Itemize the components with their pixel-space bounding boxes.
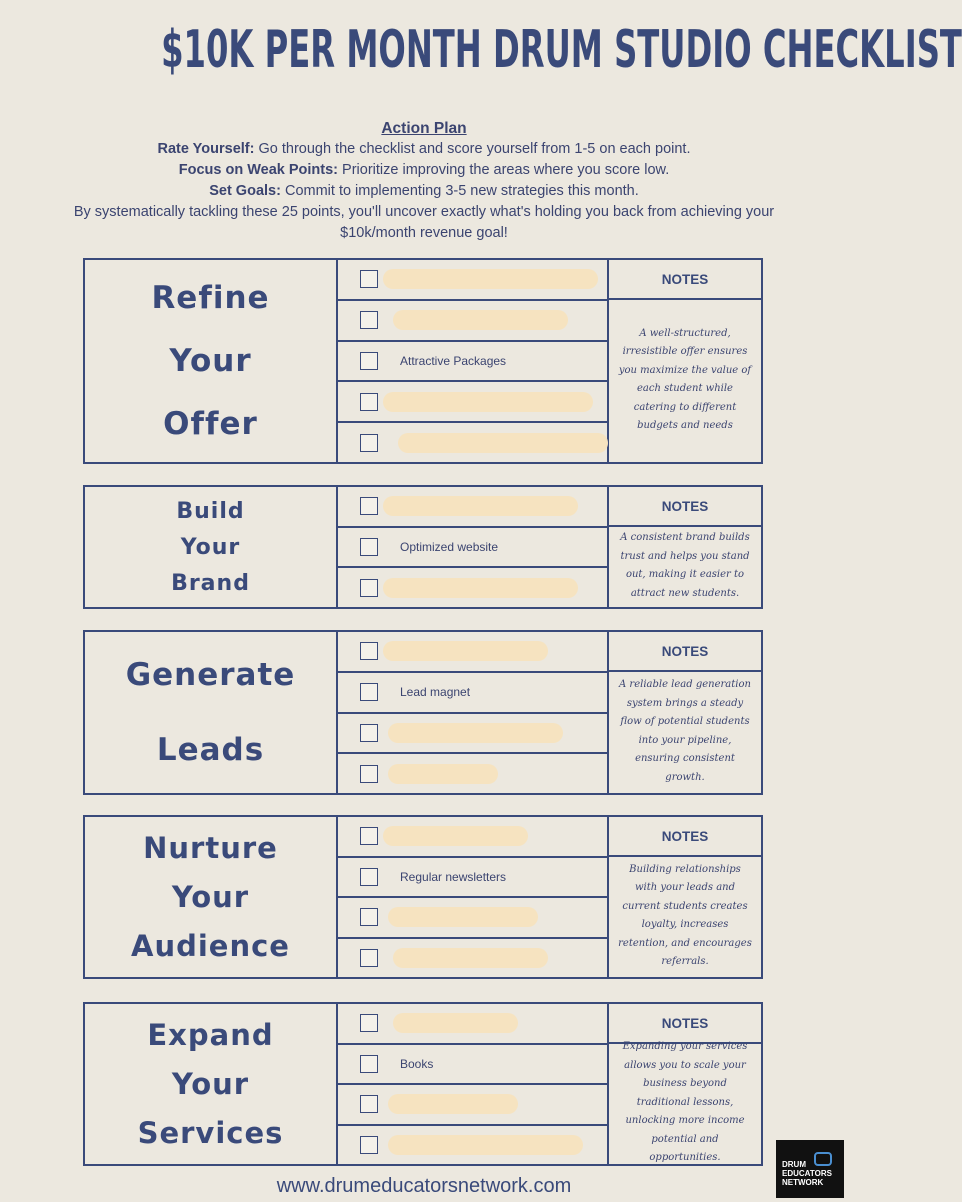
- section-title-line: Nurture: [143, 830, 278, 865]
- checklist-item: [338, 260, 607, 301]
- checkbox[interactable]: [360, 434, 378, 452]
- redacted-item: [393, 1013, 518, 1033]
- action-plan-closing-1: By systematically tackling these 25 points, you'll uncover exactly what's holding you back from achieving your: [73, 204, 775, 220]
- checklist-item: [338, 1004, 607, 1045]
- action-plan-line-2-label: Focus on Weak Points:: [178, 162, 339, 178]
- checkbox[interactable]: [360, 311, 378, 329]
- redacted-item: [383, 826, 528, 846]
- checklist-item-label: Lead magnet: [400, 685, 471, 700]
- checklist-item: [338, 714, 607, 755]
- checklist-item: [338, 528, 607, 569]
- checkbox[interactable]: [360, 908, 378, 926]
- redacted-item: [383, 496, 578, 516]
- redacted-item: [388, 764, 498, 784]
- drum-educators-network-logo: [776, 1140, 844, 1198]
- section-title: [85, 260, 338, 462]
- checklist-item: [338, 673, 607, 714]
- redacted-item: [398, 433, 608, 453]
- checklist-item-label: Optimized website: [400, 540, 499, 554]
- checklist-item: [338, 632, 607, 673]
- section-title-line: Build: [176, 498, 245, 524]
- section-title-line: Generate: [125, 657, 296, 694]
- action-plan-line-2-text: Prioritize improving the areas where you score low.: [338, 162, 670, 178]
- action-plan-line-1: [40, 139, 808, 160]
- action-plan-line-1-label: Rate Yourself:: [157, 141, 255, 157]
- notes-text: A well-structured, irresistible offer ensures you maximize the value of each student while catering to different budgets and needs: [618, 327, 752, 431]
- checklist-item-label: Regular newsletters: [400, 869, 507, 884]
- section-title-line: Offer: [163, 406, 258, 443]
- checkbox[interactable]: [360, 1014, 378, 1032]
- checkbox[interactable]: [360, 765, 378, 783]
- checklist-item: [338, 817, 607, 858]
- checklist-items: [338, 1004, 609, 1164]
- section-title-line: Brand: [171, 570, 250, 596]
- checklist-section: [83, 258, 763, 464]
- notes-text: Expanding your services allows you to scale your business beyond traditional lessons, unlocking more income potential and opportunities.: [622, 1041, 748, 1164]
- action-plan-closing-2: $10k/month revenue goal!: [340, 225, 508, 241]
- redacted-item: [383, 578, 578, 598]
- logo-line-1: DRUM: [782, 1160, 806, 1169]
- checklist-item-label: Books: [400, 1056, 434, 1071]
- checklist-item: [338, 487, 607, 528]
- section-title-line: Your: [169, 342, 252, 379]
- checklist-section: [83, 1002, 763, 1166]
- notes-panel: [609, 1004, 761, 1164]
- checklist-item: [338, 939, 607, 978]
- notes-header: NOTES: [609, 260, 761, 300]
- notes-panel: [609, 487, 761, 607]
- checklist-items: [338, 260, 609, 462]
- checklist-item: [338, 568, 607, 607]
- logo-line-2: EDUCATORS: [782, 1169, 832, 1178]
- checkbox[interactable]: [360, 579, 378, 597]
- checkbox[interactable]: [360, 683, 378, 701]
- section-title: [85, 1004, 338, 1164]
- section-title-line: Services: [137, 1116, 284, 1151]
- section-title-line: Audience: [131, 929, 290, 964]
- redacted-item: [388, 1135, 583, 1155]
- checklist-item: [338, 342, 607, 383]
- action-plan-line-2: [40, 160, 808, 181]
- checkbox[interactable]: [360, 642, 378, 660]
- checkbox[interactable]: [360, 352, 378, 370]
- checkbox[interactable]: [360, 497, 378, 515]
- checklist-items: [338, 632, 609, 793]
- action-plan-heading: Action Plan: [381, 120, 467, 137]
- checkbox[interactable]: [360, 393, 378, 411]
- section-title: [85, 817, 338, 977]
- section-title-line: Your: [171, 879, 250, 914]
- notes-panel: [609, 260, 761, 462]
- checkbox[interactable]: [360, 827, 378, 845]
- checkbox[interactable]: [360, 538, 378, 556]
- drum-logo-icon: [814, 1152, 832, 1166]
- notes-text: Building relationships with your leads and current students creates loyalty, increases retention, and encourages referrals.: [618, 863, 752, 967]
- notes-header: NOTES: [609, 632, 761, 672]
- section-title: [85, 487, 338, 607]
- checklist-section: [83, 485, 763, 609]
- redacted-item: [388, 907, 538, 927]
- checklist-item: [338, 423, 607, 462]
- redacted-item: [383, 641, 548, 661]
- redacted-item: [383, 392, 593, 412]
- section-title-line: Refine: [151, 279, 270, 316]
- checklist-items: [338, 487, 609, 607]
- checkbox[interactable]: [360, 1136, 378, 1154]
- checkbox[interactable]: [360, 1055, 378, 1073]
- checklist-item: [338, 1045, 607, 1086]
- checklist-section: [83, 815, 763, 979]
- checklist-item: [338, 754, 607, 793]
- checkbox[interactable]: [360, 949, 378, 967]
- redacted-item: [388, 723, 563, 743]
- section-title: [85, 632, 338, 793]
- redacted-item: [393, 948, 548, 968]
- section-title-line: Your: [171, 1066, 250, 1101]
- notes-panel: [609, 632, 761, 793]
- action-plan-line-1-text: Go through the checklist and score yourself from 1-5 on each point.: [254, 141, 691, 157]
- action-plan-line-3-label: Set Goals:: [209, 183, 281, 199]
- logo-line-3: NETWORK: [782, 1178, 824, 1187]
- action-plan-line-3-text: Commit to implementing 3-5 new strategies this month.: [280, 183, 639, 199]
- notes-text: A reliable lead generation system brings a steady flow of potential students into your pipeline, ensuring consistent growth.: [619, 679, 751, 783]
- checkbox[interactable]: [360, 868, 378, 886]
- section-title-line: Leads: [156, 731, 265, 768]
- redacted-item: [388, 1094, 518, 1114]
- notes-header: NOTES: [609, 487, 761, 527]
- checklist-item: [338, 301, 607, 342]
- action-plan-line-3: [40, 181, 808, 202]
- notes-text: A consistent brand builds trust and helps you stand out, making it easier to attract new students.: [620, 532, 750, 599]
- checklist-item: [338, 1085, 607, 1126]
- section-title-line: Expand: [147, 1017, 274, 1052]
- checklist-item: [338, 382, 607, 423]
- footer-url[interactable]: www.drumeducatorsnetwork.com: [276, 1175, 572, 1197]
- checkbox[interactable]: [360, 270, 378, 288]
- redacted-item: [383, 269, 598, 289]
- page-title: $10K PER MONTH DRUM STUDIO CHECKLIST: [161, 20, 962, 80]
- checklist-items: [338, 817, 609, 977]
- notes-header: NOTES: [609, 817, 761, 857]
- section-title-line: Your: [180, 534, 241, 560]
- checklist-item: [338, 898, 607, 939]
- checklist-section: [83, 630, 763, 795]
- checklist-item: [338, 858, 607, 899]
- checkbox[interactable]: [360, 1095, 378, 1113]
- checklist-item-label: Attractive Packages: [400, 353, 507, 368]
- checklist-item: [338, 1126, 607, 1165]
- action-plan: [40, 118, 808, 244]
- checkbox[interactable]: [360, 724, 378, 742]
- notes-header: NOTES: [609, 1004, 761, 1044]
- notes-panel: [609, 817, 761, 977]
- redacted-item: [393, 310, 568, 330]
